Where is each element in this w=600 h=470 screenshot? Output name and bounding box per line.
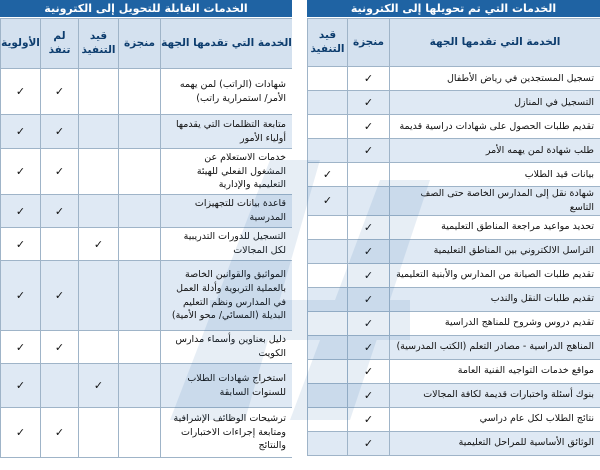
in-progress-cell: ✓ <box>79 364 119 408</box>
header-completed: منجزة <box>119 19 161 69</box>
completed-cell <box>119 195 161 228</box>
completed-cell <box>348 187 390 216</box>
priority-cell: ✓ <box>1 195 41 228</box>
service-name: التسجيل للدورات التدريبية لكل المجالات <box>161 228 293 261</box>
table-row <box>308 263 600 287</box>
service-name: تسجيل المستجدين في رياض الأطفال <box>390 67 600 91</box>
not-done-cell <box>41 364 79 408</box>
completed-cell <box>348 163 390 187</box>
service-name: الوثائق الأساسية للمراحل التعليمية <box>390 431 600 455</box>
priority-cell: ✓ <box>1 115 41 149</box>
in-progress-cell <box>308 139 348 163</box>
in-progress-cell <box>308 115 348 139</box>
header-completed: منجزة <box>348 19 390 67</box>
table-row <box>1 195 293 228</box>
completed-cell <box>119 149 161 195</box>
in-progress-cell <box>308 335 348 359</box>
table-row <box>308 383 600 407</box>
table-row <box>308 163 600 187</box>
header-service: الخدمة التي تقدمها الجهة <box>390 19 600 67</box>
service-name: قاعدة بيانات للتجهيزات المدرسية <box>161 195 293 228</box>
completed-cell: ✓ <box>348 311 390 335</box>
service-name: التسجيل في المنازل <box>390 91 600 115</box>
convertible-services-title: الخدمات القابلة للتحويل إلى الكترونية <box>0 0 292 17</box>
in-progress-cell <box>308 91 348 115</box>
not-done-cell: ✓ <box>41 195 79 228</box>
service-name: بنوك أسئلة واختبارات قديمة لكافة المجالات <box>390 383 600 407</box>
service-name: المواثيق والقوانين الخاصة بالعملية التربوية وأدلة العمل في المدارس ونظم التعليم البديلة (المسائي/ محو الأمية) <box>161 261 293 331</box>
in-progress-cell <box>79 261 119 331</box>
service-name: تقديم دروس وشروح للمناهج الدراسية <box>390 311 600 335</box>
in-progress-cell <box>79 408 119 458</box>
in-progress-cell: ✓ <box>79 228 119 261</box>
service-name: استخراج شهادات الطلاب للسنوات السابقة <box>161 364 293 408</box>
table-row <box>308 359 600 383</box>
completed-cell <box>119 261 161 331</box>
priority-cell: ✓ <box>1 228 41 261</box>
service-name: التراسل الالكتروني بين المناطق التعليمية <box>390 239 600 263</box>
not-done-cell: ✓ <box>41 115 79 149</box>
completed-cell: ✓ <box>348 335 390 359</box>
in-progress-cell <box>79 331 119 364</box>
converted-services-table <box>307 18 600 456</box>
priority-cell: ✓ <box>1 364 41 408</box>
header-in-progress: قيد التنفيذ <box>308 19 348 67</box>
convertible-services-panel <box>0 0 292 470</box>
table-row <box>308 311 600 335</box>
service-name: شهادات (الراتب) لمن يهمه الأمر/ استمرارية راتب) <box>161 69 293 115</box>
table-row <box>1 261 293 331</box>
service-name: ترشيحات الوظائف الإشرافية ومتابعة إجراءات الاختبارات والنتائج <box>161 408 293 458</box>
service-name: متابعة التظلمات التي يقدمها أولياء الأمور <box>161 115 293 149</box>
table-row <box>308 335 600 359</box>
table-row <box>1 149 293 195</box>
in-progress-cell <box>308 383 348 407</box>
in-progress-cell <box>79 149 119 195</box>
completed-cell <box>119 408 161 458</box>
completed-cell <box>119 115 161 149</box>
not-done-cell: ✓ <box>41 69 79 115</box>
service-name: خدمات الاستعلام عن المشغول الفعلي للهيئة التعليمية والإدارية <box>161 149 293 195</box>
service-name: شهادة نقل إلى المدارس الخاصة حتى الصف التاسع <box>390 187 600 216</box>
not-done-cell: ✓ <box>41 408 79 458</box>
completed-cell <box>119 228 161 261</box>
in-progress-cell <box>79 115 119 149</box>
header-service: الخدمة التي تقدمها الجهة <box>161 19 293 69</box>
table-row <box>308 91 600 115</box>
table-row <box>1 331 293 364</box>
in-progress-cell <box>308 239 348 263</box>
table-row <box>1 115 293 149</box>
completed-cell: ✓ <box>348 407 390 431</box>
table-row <box>308 215 600 239</box>
table-row <box>308 67 600 91</box>
service-name: تقديم طلبات الحصول على شهادات دراسية قديمة <box>390 115 600 139</box>
in-progress-cell <box>308 67 348 91</box>
completed-cell: ✓ <box>348 139 390 163</box>
in-progress-cell <box>308 215 348 239</box>
converted-services-title: الخدمات التي تم تحويلها إلى الكترونية <box>307 0 600 17</box>
table-row <box>1 364 293 408</box>
completed-cell <box>119 69 161 115</box>
completed-cell: ✓ <box>348 287 390 311</box>
service-name: بيانات قيد الطلاب <box>390 163 600 187</box>
service-name: دليل بعناوين وأسماء مدارس الكويت <box>161 331 293 364</box>
service-name: مواقع خدمات التواجيه الفنية العامة <box>390 359 600 383</box>
service-name: نتائج الطلاب لكل عام دراسي <box>390 407 600 431</box>
converted-services-panel <box>307 0 600 470</box>
service-name: المناهج الدراسية - مصادر التعلم (الكتب المدرسية) <box>390 335 600 359</box>
header-not-done: لم تنفذ <box>41 19 79 69</box>
in-progress-cell <box>79 195 119 228</box>
not-done-cell: ✓ <box>41 261 79 331</box>
header-in-progress: قيد التنفيذ <box>79 19 119 69</box>
priority-cell: ✓ <box>1 408 41 458</box>
service-name: تقديم طلبات النقل والندب <box>390 287 600 311</box>
completed-cell: ✓ <box>348 359 390 383</box>
priority-cell: ✓ <box>1 331 41 364</box>
service-name: طلب شهادة لمن يهمه الأمر <box>390 139 600 163</box>
in-progress-cell: ✓ <box>308 163 348 187</box>
completed-cell <box>119 331 161 364</box>
table-row <box>1 228 293 261</box>
service-name: تحديد مواعيد مراجعة المناطق التعليمية <box>390 215 600 239</box>
not-done-cell: ✓ <box>41 331 79 364</box>
table-row <box>308 431 600 455</box>
completed-cell: ✓ <box>348 383 390 407</box>
table-row <box>1 408 293 458</box>
table-row <box>308 187 600 216</box>
table-row <box>308 407 600 431</box>
in-progress-cell <box>308 287 348 311</box>
completed-cell: ✓ <box>348 263 390 287</box>
table-row <box>308 139 600 163</box>
priority-cell: ✓ <box>1 149 41 195</box>
in-progress-cell <box>308 263 348 287</box>
panel-gutter <box>292 0 307 470</box>
completed-cell: ✓ <box>348 91 390 115</box>
completed-cell: ✓ <box>348 431 390 455</box>
in-progress-cell <box>308 311 348 335</box>
priority-cell: ✓ <box>1 69 41 115</box>
in-progress-cell <box>308 407 348 431</box>
in-progress-cell: ✓ <box>308 187 348 216</box>
in-progress-cell <box>79 69 119 115</box>
service-name: تقديم طلبات الصيانة من المدارس والأبنية التعليمية <box>390 263 600 287</box>
in-progress-cell <box>308 359 348 383</box>
table-row <box>308 239 600 263</box>
completed-cell <box>119 364 161 408</box>
table-row <box>308 287 600 311</box>
priority-cell: ✓ <box>1 261 41 331</box>
not-done-cell: ✓ <box>41 149 79 195</box>
in-progress-cell <box>308 431 348 455</box>
completed-cell: ✓ <box>348 67 390 91</box>
convertible-services-table <box>0 18 293 458</box>
completed-cell: ✓ <box>348 115 390 139</box>
not-done-cell <box>41 228 79 261</box>
completed-cell: ✓ <box>348 215 390 239</box>
table-row <box>1 69 293 115</box>
header-priority: الأولوية <box>1 19 41 69</box>
completed-cell: ✓ <box>348 239 390 263</box>
table-row <box>308 115 600 139</box>
